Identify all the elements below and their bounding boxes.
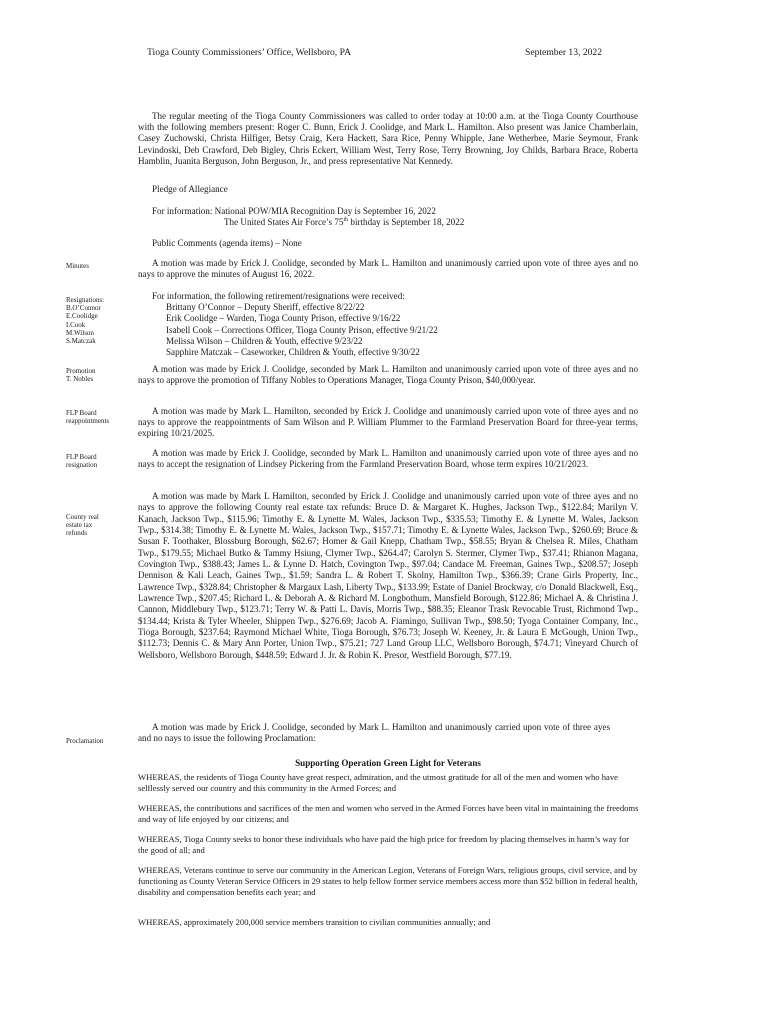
list-item: Brittany O’Connor – Deputy Sheriff, effective 8/22/22 <box>166 302 365 313</box>
proclamation-label: Proclamation <box>66 737 104 745</box>
header-office: Tioga County Commissioners’ Office, Wellsboro, PA <box>147 47 351 58</box>
pledge-line: Pledge of Allegiance <box>152 184 228 194</box>
list-item: Isabell Cook – Corrections Officer, Tioga County Prison, effective 9/21/22 <box>166 324 438 335</box>
whereas-paragraph: WHEREAS, the contributions and sacrifices of the men and women who served in the Armed Forces have been vital in maintaining the freedoms and way of life enjoyed by our citizens; and <box>138 803 639 824</box>
whereas-paragraph: WHEREAS, approximately 200,000 service members transition to civilian communities annually; and <box>138 917 491 927</box>
info-block <box>138 206 638 228</box>
flp-reappoint-labels: FLP Board reappointments <box>66 409 110 426</box>
info-line-2-pre: The United States Air Force’s 75 <box>224 217 344 228</box>
list-item: Sapphire Matczak – Caseworker, Children & Youth, effective 9/30/22 <box>166 347 420 358</box>
flp-reappoint-text: A motion was made by Mark L. Hamilton, seconded by Erick J. Coolidge and unanimously carried upon vote of three ayes and no nays to approve the reappointments of Sam Wilson and P. William Plummer to the Farmland Preservation Board for three-year terms, expiring 10/21/2025. <box>138 406 638 439</box>
refunds-text: A motion was made by Mark L Hamilton, seconded by Erick J. Coolidge and unanimously carried upon vote of three ayes and no nays to approve the following County real estate tax refunds: Bruce D. & Margaret K. Hughes, Jackson Twp., $122.84; Marilyn V. Kanach, Jackson Twp., $115.96; Timothy E. & Lynette M. Wales, Jackson Twp., $335.53; Timothy E. & Lynette M. Wales, Jackson Twp., $314.38; Timothy E. & Lynette M. Wales, Jackson Twp., $157.71; Timothy E. & Lynette Wales, Jackson Twp., $260.69; Bruce & Susan F. Toothaker, Blossburg Borough, $62.67; Homer & Gail Knepp, Chatham Twp., $58.55; Bryan & Chelsea R. Miles, Chatham Twp., $179.55; Michael Butko & Tammy Hsiung, Clymer Twp., $264.47; Carolyn S. Stermer, Clymer Twp., $37.41; Rhianon Magana, Covington Twp., $388.43; James L. & Lynne D. Hatch, Covington Twp., $97.04; Candace M. Freeman, Gaines Twp., $208.57; Joseph Dennison & Kali Leach, Gaines Twp., $1.59; Sandra L. & Robert T. Skolny, Hamilton Twp., $366.39; Crane Girls Property, Inc., Lawrence Twp., $328.84; Christopher & Margaux Lash, Liberty Twp., $133.99; Estate of Daniel Brockway, c/o Donald Blackwell, Esq., Lawrence Twp., $207.45; Richard L. & Deborah A. & Richard M. Longbothum, Mansfield Borough, $122.86; Michael A. & Christina J. Cannon, Middlebury Twp., $123.71; Terry W. & Patti L. Davis, Morris Twp., $88.35; Eleanor Trask Revocable Trust, Richmond Twp., $134.44; Krista & Tyler Wheeler, Shippen Twp., $276.69; Jacob A. Fiamingo, Sullivan Twp., $98.50; Tyoga Container Company, Inc., Tioga Borough, $237.64; Raymond Michael White, Tioga Borough, $76.73; Joseph W. Keeney, Jr. & Laura E McGough, Union Twp., $112.73; Dennis C. & Mary Ann Porter, Union Twp., $75.21; 727 Land Group LLC, Wellsboro Borough, $74.71; Vineyard Church of Wellsboro, Wellsboro Borough, $448.59; Edward J. Jr. & Robin K. Presor, Westfield Borough, $77.19. <box>138 491 638 660</box>
public-comments: Public Comments (agenda items) – None <box>152 238 302 248</box>
info-line-1: For information: National POW/MIA Recognition Day is September 16, 2022 <box>152 206 436 216</box>
promotion-labels: Promotion T. Nobles <box>66 367 96 384</box>
info-line-2 <box>138 217 638 228</box>
resignations-list <box>152 291 438 358</box>
info-line-2-sup: th <box>343 217 349 224</box>
whereas-paragraph: WHEREAS, the residents of Tioga County have great respect, admiration, and the utmost gratitude for all of the men and women who have selflessly served our country and this community in the Armed Forces; and <box>138 772 618 793</box>
proclamation-title: Supporting Operation Green Light for Veterans <box>295 758 481 768</box>
header-date: September 13, 2022 <box>525 47 603 58</box>
minutes-label: Minutes <box>66 262 89 270</box>
flp-resign-text: A motion was made by Erick J. Coolidge, seconded by Mark L. Hamilton and unanimously carried upon vote of three ayes and no nays to accept the resignation of Lindsey Pickering from the Farmland Preservation Board, whose term expires 10/21/2023. <box>138 448 638 470</box>
list-item: Melissa Wilson – Children & Youth, effective 9/23/22 <box>166 335 363 346</box>
flp-resign-labels: FLP Board resignation <box>66 453 98 470</box>
whereas-paragraph: WHEREAS, Veterans continue to serve our community in the American Legion, Veterans of Foreign Wars, religious groups, civil service, and by functioning as County Veteran Service Officers in 29 states to help fellow former service members access more than $52 billion in federal health, disability and compensation benefits each year; and <box>138 865 638 897</box>
resignations-labels: Resignations: B.O’Connor E.Coolidge I.Cook M.Wilson S.Matczak <box>66 296 105 346</box>
promotion-text: A motion was made by Erick J. Coolidge, seconded by Mark L. Hamilton and unanimously carried upon vote of three ayes and no nays to approve the promotion of Tiffany Nobles to Operations Manager, Tioga County Prison, $40,000/year. <box>138 364 638 386</box>
refunds-labels: County real estate tax refunds <box>66 513 99 538</box>
info-line-2-post: birthday is September 18, 2022 <box>348 217 465 228</box>
list-item: Erik Coolidge – Warden, Tioga County Prison, effective 9/16/22 <box>166 313 401 324</box>
proclamation-text: A motion was made by Erick J. Coolidge, seconded by Mark L. Hamilton and unanimously carried upon vote of three ayes and no nays to issue the following Proclamation: <box>138 722 610 744</box>
intro-paragraph: The regular meeting of the Tioga County Commissioners was called to order today at 10:00 a.m. at the Tioga County Courthouse with the following members present: Roger C. Bunn, Erick J. Coolidge, and Mark L. Hamilton. Also present was Janice Chamberlain, Casey Zuchowski, Christa Hilfiger, Betsy Craig, Kera Hackett, Sara Rice, Penny Whipple, Jane Wetherbee, Marie Seymour, Frank Levindoski, Deb Crawford, Deb Bigley, Chris Eckert, William West, Terry Rose, Terry Browning, Joy Childs, Barbara Brace, Roberta Hamblin, Juanita Berguson, John Berguson, Jr., and press representative Nat Kennedy. <box>138 111 638 166</box>
whereas-paragraph: WHEREAS, Tioga County seeks to honor these individuals who have paid the high price for freedom by placing themselves in harm’s way for the good of all; and <box>138 834 629 855</box>
resignations-intro: For information, the following retirement/resignations were received: <box>152 291 405 301</box>
minutes-text: A motion was made by Erick J. Coolidge, seconded by Mark L. Hamilton and unanimously carried upon vote of three ayes and no nays to approve the minutes of August 16, 2022. <box>138 258 638 280</box>
